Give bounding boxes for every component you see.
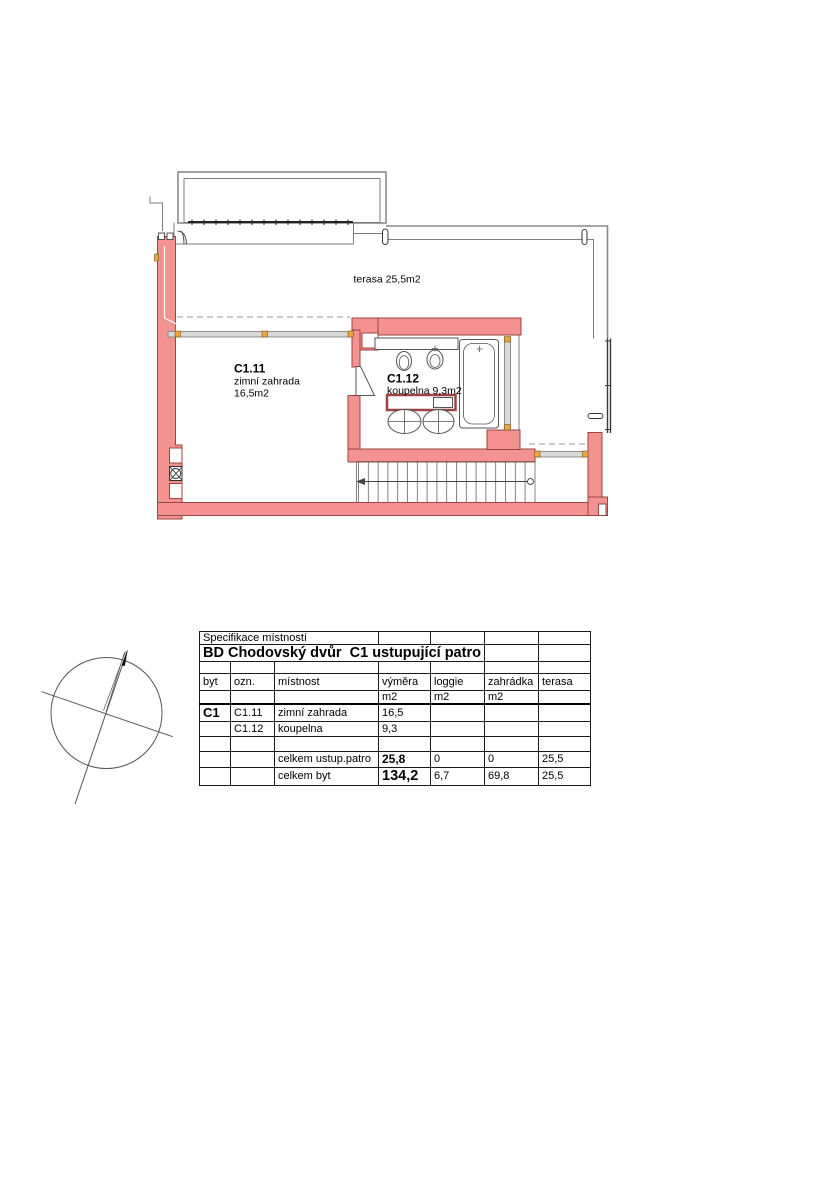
washbasin-right (423, 410, 454, 434)
total-label: celkem byt (275, 767, 379, 785)
north-arrow (75, 649, 128, 804)
column-symbol (170, 467, 183, 481)
right-wall (588, 433, 602, 503)
left-wall-niche-1 (170, 448, 183, 463)
table-title-row (200, 632, 591, 645)
door-swing (356, 367, 375, 396)
spacer-row (200, 662, 591, 674)
unit-loggie: m2 (431, 691, 485, 705)
bath-bottom-right-block (487, 430, 520, 450)
bottom-wall (158, 503, 608, 516)
wc-shelf (375, 338, 458, 350)
col-header-byt: byt (200, 674, 231, 691)
north-arrow-tip (122, 649, 128, 666)
cell-ozn: C1.12 (231, 721, 275, 736)
window-bath-east (505, 337, 511, 430)
room-c112-name: koupelna 9,3m2 (387, 385, 462, 397)
totals-row-floor (200, 751, 591, 767)
total-vymera: 134,2 (379, 767, 431, 785)
left-wall-niche-2 (170, 484, 183, 499)
washbasin-left (388, 410, 421, 434)
col-header-vymera: výměra (379, 674, 431, 691)
skylight-inner (184, 179, 380, 223)
staircase (356, 462, 535, 503)
stairs-direction-arrow (356, 478, 534, 485)
header-row (200, 674, 591, 691)
toilet (397, 352, 412, 371)
boundary-step (150, 197, 163, 232)
floor-plan (140, 165, 620, 530)
cell-byt (200, 721, 231, 736)
room-c111-name: zimní zahrada (234, 375, 300, 388)
north-compass (30, 630, 210, 820)
total-zahradka: 69,8 (485, 767, 539, 785)
total-terasa: 25,5 (539, 751, 591, 767)
col-header-terasa: terasa (539, 674, 591, 691)
bathtub (460, 340, 499, 429)
col-header-mistnost: místnost (275, 674, 379, 691)
cell-vymera: 16,5 (379, 704, 431, 721)
col-header-ozn: ozn. (231, 674, 275, 691)
total-zahradka: 0 (485, 751, 539, 767)
cell-ozn: C1.11 (231, 704, 275, 721)
col-header-loggie: loggie (431, 674, 485, 691)
table-subtitle: BD Chodovský dvůr C1 ustupující patro (200, 645, 485, 662)
skylight-outer (178, 172, 386, 223)
railing-band (174, 222, 382, 244)
right-wall-niche (599, 504, 607, 516)
table-row (200, 704, 591, 721)
spacer-row (200, 736, 591, 751)
vanity-counter (387, 395, 456, 410)
cell-mistnost: zimní zahrada (275, 704, 379, 721)
room-c112-id: C1.12 (387, 371, 420, 386)
table-subtitle-row (200, 645, 591, 662)
terrace-outline (150, 172, 611, 444)
col-header-zahradka: zahrádka (485, 674, 539, 691)
table-title: Specifikace místností (200, 632, 379, 645)
unit-vymera: m2 (379, 691, 431, 705)
window-stair-east (535, 452, 588, 458)
window-south (168, 332, 353, 338)
room-c111-area: 16,5m2 (234, 387, 270, 400)
cell-mistnost: koupelna (275, 721, 379, 736)
total-terasa: 25,5 (539, 767, 591, 785)
cell-vymera: 9,3 (379, 721, 431, 736)
total-loggie: 0 (431, 751, 485, 767)
total-vymera: 25,8 (379, 751, 431, 767)
bath-bottom-wall (348, 449, 535, 462)
unit-zahradka: m2 (485, 691, 539, 705)
terrace-label: terasa 25,5m2 (353, 273, 421, 286)
room-c111-id: C1.11 (234, 361, 266, 376)
totals-row-flat (200, 767, 591, 785)
cell-byt: C1 (200, 704, 231, 721)
units-row (200, 691, 591, 705)
total-label: celkem ustup.patro (275, 751, 379, 767)
total-loggie: 6,7 (431, 767, 485, 785)
compass-cross-line (42, 692, 173, 737)
pipe-elbow (178, 231, 187, 244)
table-row (200, 721, 591, 736)
room-specification-table (199, 631, 591, 786)
